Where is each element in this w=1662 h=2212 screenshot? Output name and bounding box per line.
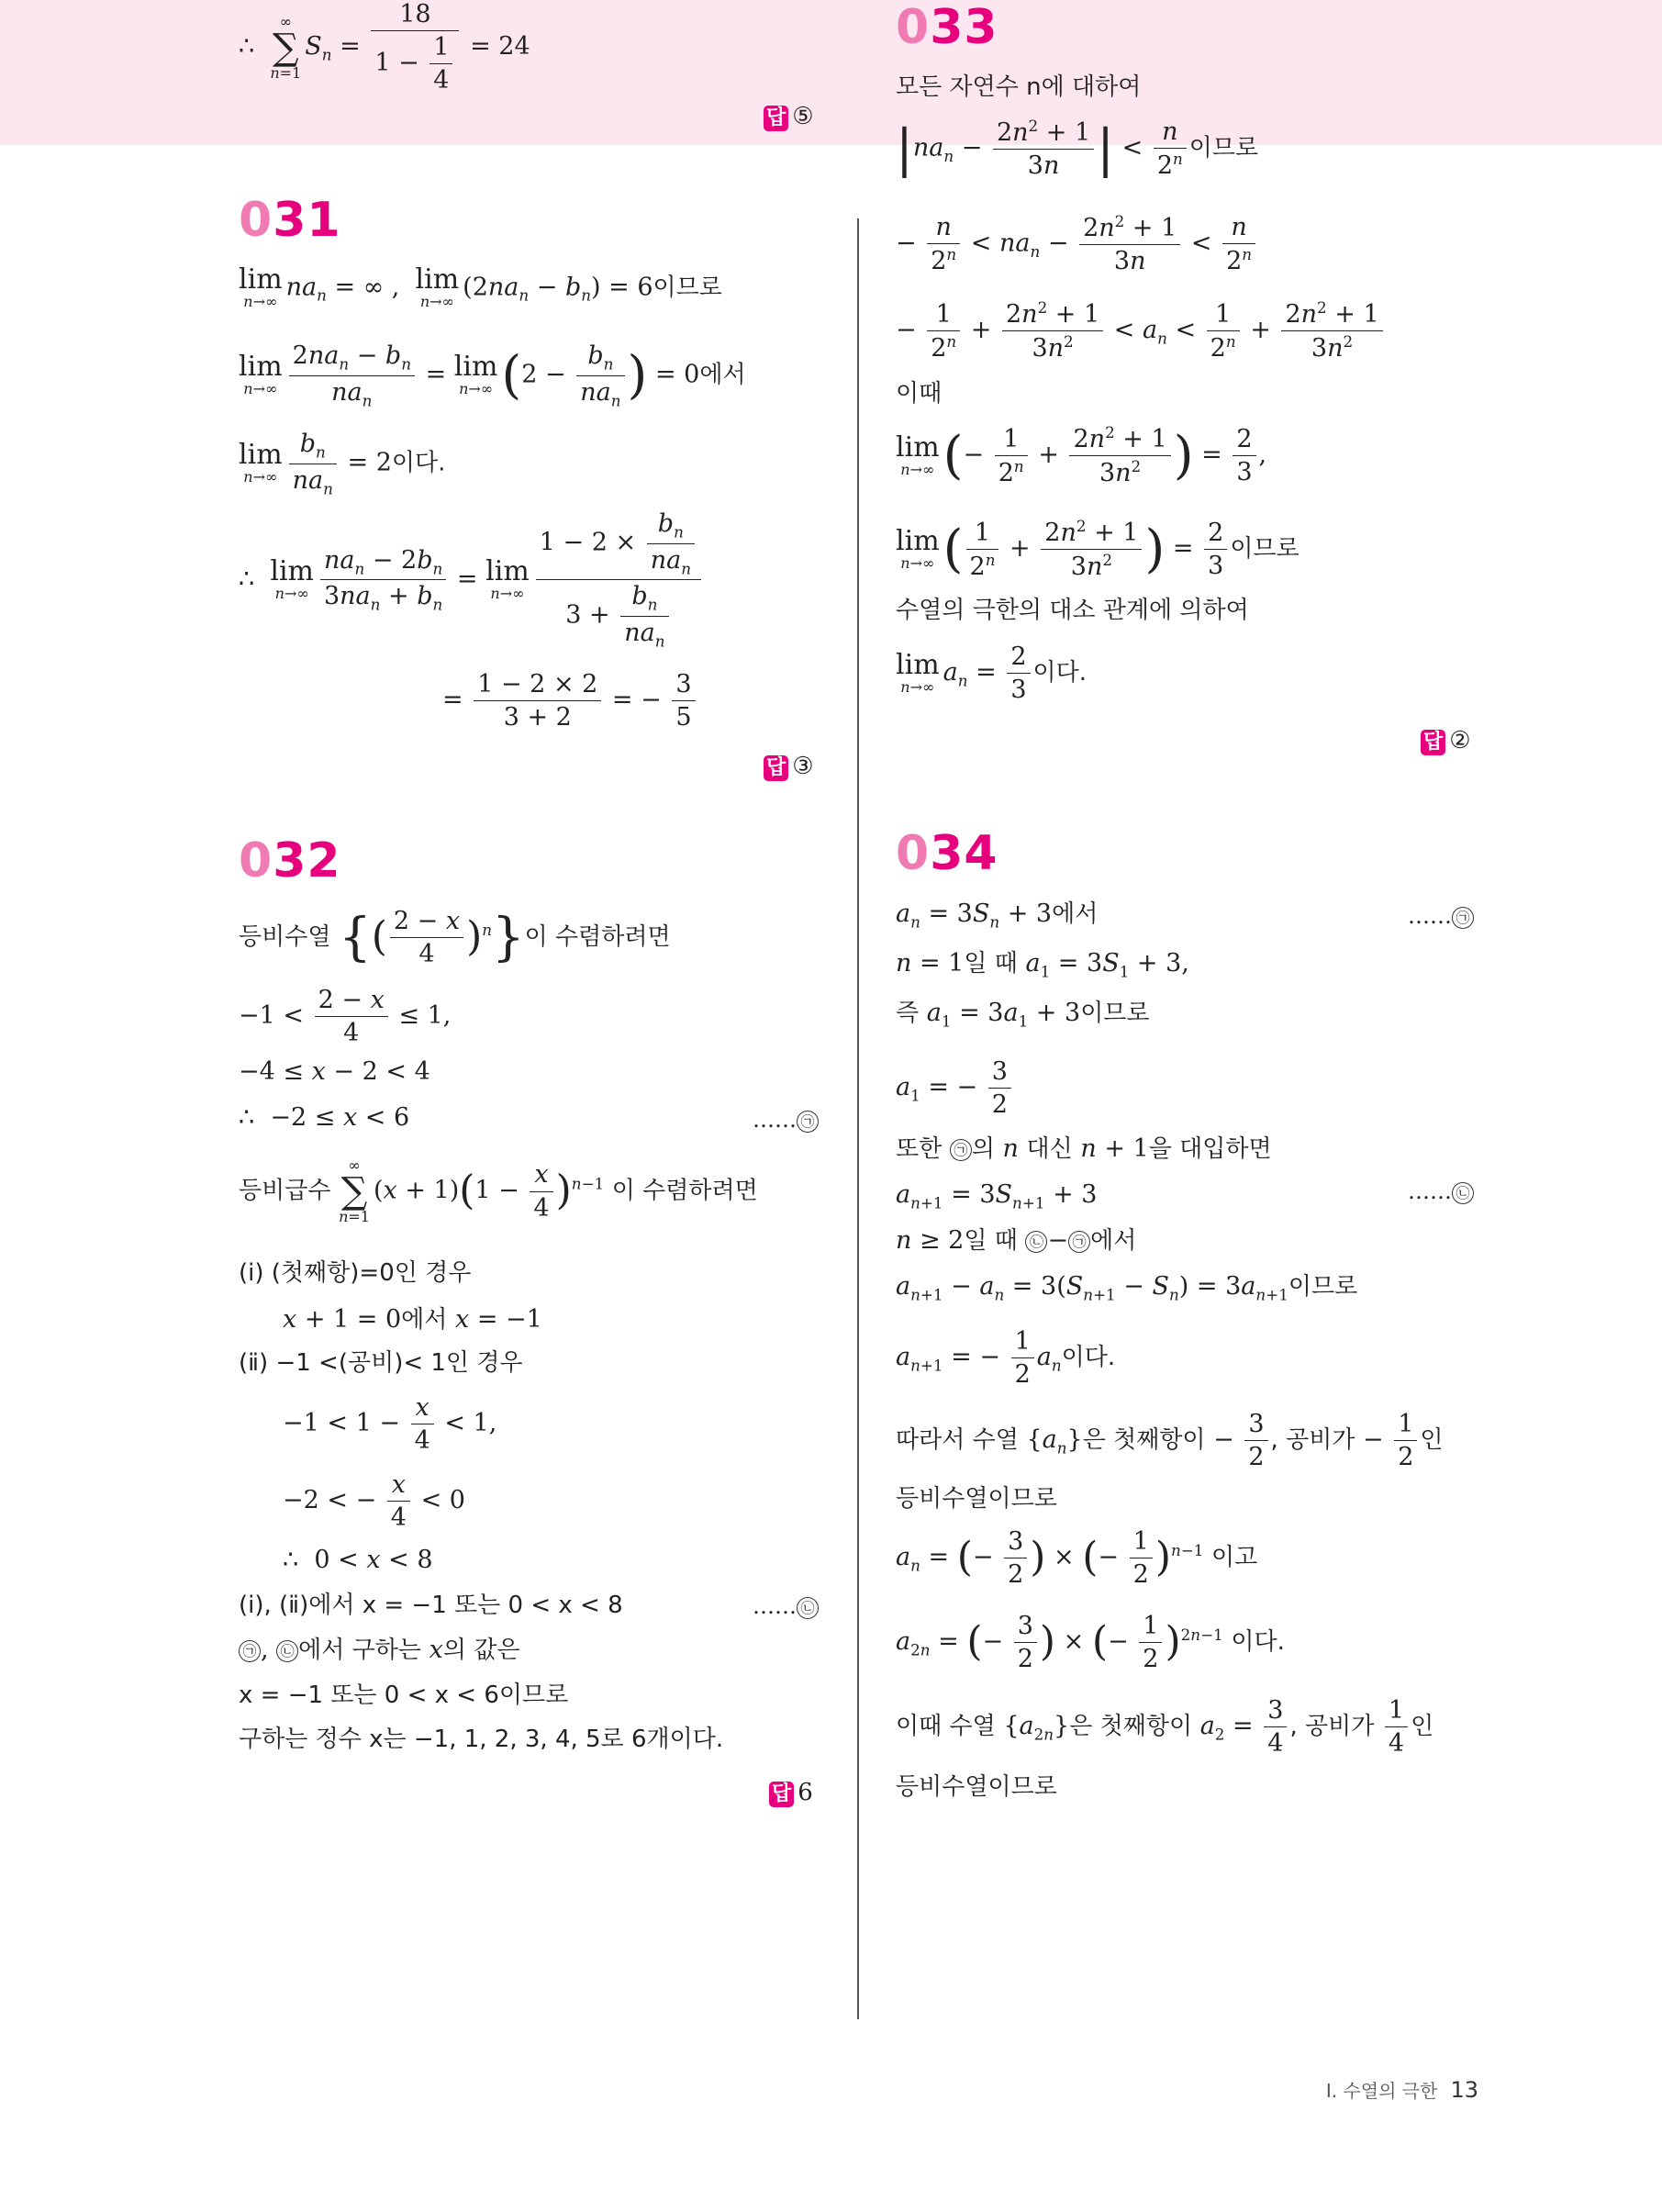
p034-line12: $a_n$ = (− $\frac{3}{2}$ ) × (− $\frac{1}{2}$ )$^{n-1}$ 이고 (896, 1527, 1258, 1590)
answer-prev: 답 ⑤ (764, 103, 814, 131)
p031-line1: lim n→∞ $na_n$ = ∞ , lim n→∞ $(2na_n - b_n) = 6$이므로 (239, 263, 722, 310)
p034-line5: 또한 ㉠ 의 n 대신 n + 1을 대입하면 (896, 1134, 1272, 1163)
p034-line2: n = 1일 때 $a_1 = 3S_1 + 3$, (896, 949, 1189, 981)
p032-line7: x + 1 = 0에서 x = −1 (283, 1305, 542, 1334)
p033-line5: 이때 (896, 380, 943, 408)
p034-line3: 즉 $a_1 = 3a_1 + 3$이므로 (896, 999, 1150, 1031)
problem-number-032: 032 (239, 833, 341, 888)
p034-line9: $a_{n+1}$ = − $\frac{1}{2}$ $a_n$이다. (896, 1327, 1116, 1390)
p033-line6: lim n→∞ (− $\frac{1}{2^n}$ + $\frac{2n^2 + 1}{3n^2}$ ) = $\frac{2}{3}$ , (896, 423, 1267, 488)
p033-line9: lim n→∞ $a_n$ = $\frac{2}{3}$ 이다. (896, 642, 1088, 705)
p034-line4: $a_1$ = − $\frac{3}{2}$ (896, 1057, 1014, 1119)
p032-line13: ㉠ , ㉡ 에서 구하는 x의 값은 (239, 1636, 519, 1665)
p032-line9: −1 < 1 − $\frac{x}{4}$ < 1, (283, 1393, 497, 1456)
marker-1-p034: …… ㉠ (1408, 903, 1474, 929)
p032-line14: x = −1 또는 0 < x < 6이므로 (239, 1681, 569, 1709)
p032-line4: ∴ −2 ≤ x < 6 (239, 1103, 410, 1132)
answer-032: 답 6 (769, 1779, 813, 1807)
prev-sum-result: ∴ ∞ ∑ n=1 $S_n$ = 18 1 − $\frac{1}{4}$ = 24 (239, 0, 530, 95)
p032-line1: 등비수열 {( $\frac{2 - x}{4}$ )$^n$}이 수렴하려면 (239, 907, 671, 969)
answer-031: 답 ③ (764, 753, 814, 781)
p033-line2: $|na_n$ − $\frac{2n^2 + 1}{3n}$ | < $\frac{n}{2^n}$ 이므로 (896, 117, 1259, 181)
problem-number-031: 031 (239, 193, 341, 248)
p032-line6: (ⅰ) (첫째항)=0인 경우 (239, 1259, 472, 1287)
p034-line7: n ≥ 2일 때 ㉡ − ㉠ 에서 (896, 1226, 1137, 1255)
p032-line3: −4 ≤ x − 2 < 4 (239, 1057, 430, 1086)
p034-line11: 등비수열이므로 (896, 1485, 1057, 1513)
p032-line15: 구하는 정수 x는 −1, 1, 2, 3, 4, 5로 6개이다. (239, 1726, 724, 1753)
p032-line11: ∴ 0 < x < 8 (283, 1546, 433, 1574)
p034-line15: 등비수열이므로 (896, 1773, 1057, 1801)
p032-line5: 등비급수 ∞ ∑ n=1 (x + 1)(1 − $\frac{x}{4}$ )$^{n-1}$ 이 수렴하려면 (239, 1156, 758, 1225)
answer-033: 답 ② (1421, 727, 1471, 755)
p031-line5: = $\frac{1 - 2 \times 2}{3 + 2}$ = − $\frac{3}{5}$ (442, 670, 698, 732)
p033-line4: − $\frac{1}{2^n}$ + $\frac{2n^2 + 1}{3n^2}$ < $a_n$ < $\frac{1}{2^n}$ + $\frac{2n^2 + 1}{3n^2}$ (896, 299, 1386, 363)
problem-number-034: 034 (896, 826, 998, 881)
p032-line10: −2 < − $\frac{x}{4}$ < 0 (283, 1470, 465, 1533)
p034-line13: $a_{2n}$ = (− $\frac{3}{2}$ ) × (− $\frac{1}{2}$ )$^{2n-1}$ 이다. (896, 1612, 1285, 1674)
p033-line8: 수열의 극한의 대소 관계에 의하여 (896, 597, 1249, 624)
p033-line3: − $\frac{n}{2^n}$ < $na_n$ − $\frac{2n^2 + 1}{3n}$ < $\frac{n}{2^n}$ (896, 213, 1258, 275)
p034-line8: $a_{n+1} - a_n = 3(S_{n+1} - S_n) = 3a_{n+1}$이므로 (896, 1272, 1358, 1304)
p034-line6: $a_{n+1} = 3S_{n+1} + 3$ (896, 1180, 1098, 1212)
p033-line7: lim n→∞ ( $\frac{1}{2^n}$ + $\frac{2n^2 + 1}{3n^2}$ ) = $\frac{2}{3}$ 이므로 (896, 517, 1299, 582)
p031-line4: ∴ lim n→∞ $\frac{na_n - 2b_n}{3na_n + b_n}$ = lim n→∞ 1 − 2 × $\frac{b_n}{na_n}$ 3 + $\frac{b_n}{na_n}$ (239, 509, 704, 651)
column-divider (857, 218, 859, 2019)
p032-line12: (ⅰ), (ⅱ)에서 x = −1 또는 0 < x < 8 (239, 1592, 623, 1619)
p034-line10: 따라서 수열 $\{a_n\}$은 첫째항이 − $\frac{3}{2}$ , 공비가 − $\frac{1}{2}$ 인 (896, 1410, 1444, 1472)
page-footer (1326, 2076, 1478, 2103)
p031-line3: lim n→∞ $\frac{b_n}{na_n}$ = 2이다. (239, 430, 446, 498)
footer-chapter: Ⅰ. 수열의 극한 (1325, 2080, 1438, 2102)
p033-line1: 모든 자연수 n에 대하여 (896, 73, 1142, 101)
problem-number-033: 033 (896, 0, 998, 55)
p032-line8: (ⅱ) −1 <(공비)< 1인 경우 (239, 1349, 523, 1377)
p034-line14: 이때 수열 $\{a_{2n}\}$은 첫째항이 $a_2$ = $\frac{3}{4}$ , 공비가 $\frac{1}{4}$ 인 (896, 1696, 1434, 1759)
p034-line1: $a_n = 3S_n + 3$에서 (896, 899, 1099, 932)
p031-line2: lim n→∞ $\frac{2na_n - b_n}{na_n}$ = lim n→∞ (2 − $\frac{b_n}{na_n}$ ) = 0에서 (239, 341, 746, 410)
page-number: 13 (1450, 2077, 1478, 2103)
marker-1-p032: …… ㉠ (753, 1107, 819, 1133)
marker-2-p034: …… ㉡ (1408, 1179, 1474, 1204)
marker-2-p032: …… ㉡ (753, 1593, 819, 1619)
p032-line2: −1 < $\frac{2 - x}{4}$ ≤ 1, (239, 986, 452, 1048)
